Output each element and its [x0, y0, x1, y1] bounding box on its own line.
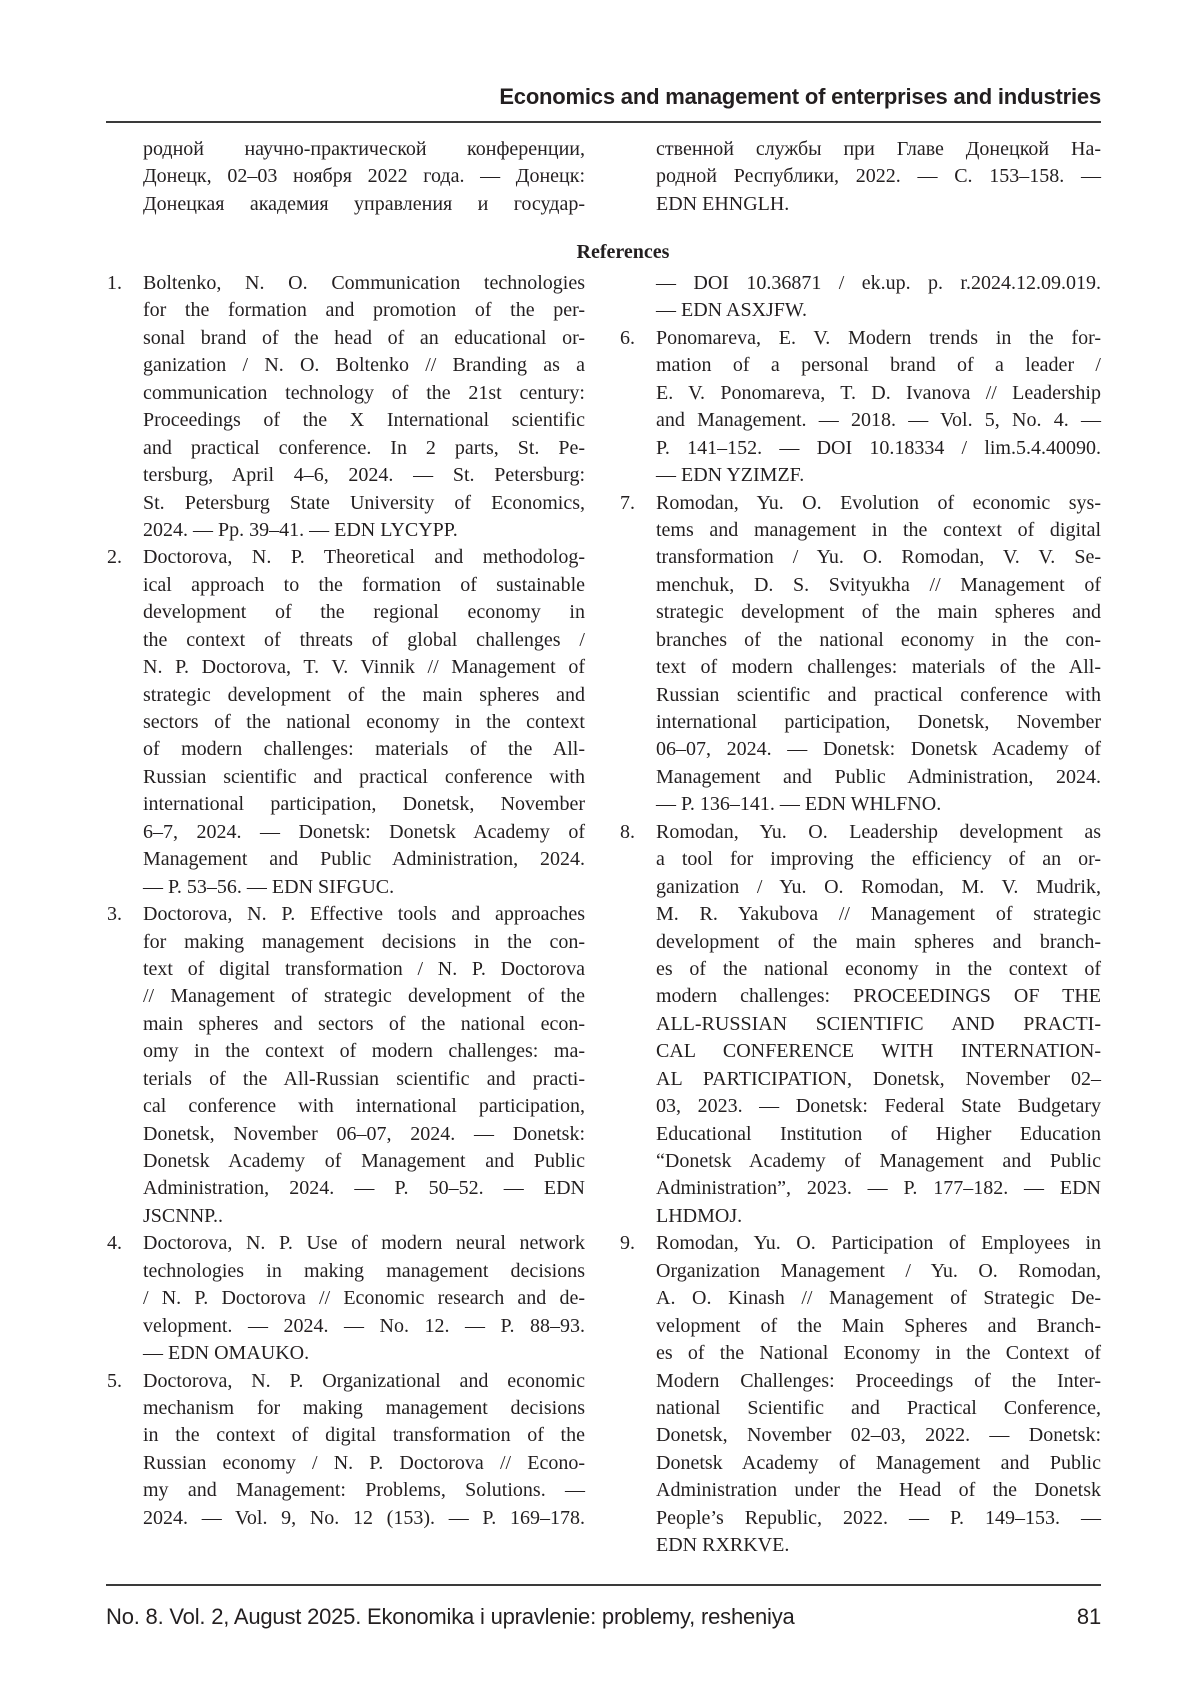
text-line: Organization Management / Yu. O. Romodan, [656, 1258, 1101, 1285]
reference-item [143, 270, 585, 544]
text-line: and practical conference. In 2 parts, St. Pe- [143, 435, 585, 462]
reference-item [656, 1230, 1101, 1559]
text-line: development of the main spheres and branch- [656, 929, 1101, 956]
reference-number: 8. [620, 819, 635, 846]
text-line: strategic development of the main spheres and [143, 682, 585, 709]
reference-number: 6. [620, 325, 635, 352]
text-line: A. O. Kinash // Management of Strategic De- [656, 1285, 1101, 1312]
text-line: cal conference with international participation, [143, 1093, 585, 1120]
text-line: AL PARTICIPATION, Donetsk, November 02– [656, 1066, 1101, 1093]
reference-item [143, 544, 585, 901]
reference-number: 7. [620, 490, 635, 517]
text-line: tersburg, April 4–6, 2024. — St. Petersburg: [143, 462, 585, 489]
carryover-text-left [143, 136, 585, 218]
text-line: N. P. Doctorova, T. V. Vinnik // Management of [143, 654, 585, 681]
text-line: 03, 2023. — Donetsk: Federal State Budgetary [656, 1093, 1101, 1120]
text-line: international participation, Donetsk, November [656, 709, 1101, 736]
text-line: communication technology of the 21st century: [143, 380, 585, 407]
text-line: Donetsk Academy of Management and Public [656, 1450, 1101, 1477]
text-line: JSCNNP.. [143, 1203, 585, 1230]
text-line: text of modern challenges: materials of the All- [656, 654, 1101, 681]
text-line: Administration under the Head of the Donetsk [656, 1477, 1101, 1504]
text-line: strategic development of the main spheres and [656, 599, 1101, 626]
references-heading: References [0, 241, 1200, 264]
reference-number: 9. [620, 1230, 635, 1257]
text-line: tems and management in the context of digital [656, 517, 1101, 544]
text-line: Administration, 2024. — P. 50–52. — EDN [143, 1175, 585, 1202]
text-line: ALL-RUSSIAN SCIENTIFIC AND PRACTI- [656, 1011, 1101, 1038]
text-line: — EDN YZIMZF. [656, 462, 1101, 489]
text-line: omy in the context of modern challenges: ma- [143, 1038, 585, 1065]
text-line: sonal brand of the head of an educational or- [143, 325, 585, 352]
text-line: // Management of strategic development of the [143, 983, 585, 1010]
text-line: Doctorova, N. P. Use of modern neural network [143, 1230, 585, 1257]
text-line: transformation / Yu. O. Romodan, V. V. Se- [656, 544, 1101, 571]
references-column-right [656, 270, 1101, 1560]
carryover-text-right [656, 136, 1101, 218]
reference-number: 5. [107, 1368, 122, 1395]
text-line: — P. 53–56. — EDN SIFGUC. [143, 874, 585, 901]
text-line: mation of a personal brand of a leader / [656, 352, 1101, 379]
reference-number: 4. [107, 1230, 122, 1257]
text-line: text of digital transformation / N. P. Doctorova [143, 956, 585, 983]
text-line: People’s Republic, 2022. — P. 149–153. — [656, 1505, 1101, 1532]
text-line: Donetsk Academy of Management and Public [143, 1148, 585, 1175]
text-line: es of the National Economy in the Context of [656, 1340, 1101, 1367]
running-head-title: Economics and management of enterprises and industries [499, 84, 1101, 110]
text-line: родной научно-практической конференции, [143, 136, 585, 163]
reference-item [143, 1230, 585, 1367]
text-line: 6–7, 2024. — Donetsk: Donetsk Academy of [143, 819, 585, 846]
text-line: terials of the All-Russian scientific and practi- [143, 1066, 585, 1093]
reference-number: 3. [107, 901, 122, 928]
text-line: / N. P. Doctorova // Economic research and de- [143, 1285, 585, 1312]
text-line: in the context of digital transformation of the [143, 1422, 585, 1449]
text-line: Proceedings of the X International scientific [143, 407, 585, 434]
text-line: Romodan, Yu. O. Leadership development as [656, 819, 1101, 846]
page-number: 81 [1077, 1604, 1101, 1630]
text-line: national Scientific and Practical Conference, [656, 1395, 1101, 1422]
header-rule [106, 121, 1101, 123]
text-line: — EDN ASXJFW. [656, 297, 1101, 324]
references-column-left [143, 270, 585, 1532]
text-line: P. 141–152. — DOI 10.18334 / lim.5.4.40090. [656, 435, 1101, 462]
text-line: Educational Institution of Higher Education [656, 1121, 1101, 1148]
text-line: Boltenko, N. O. Communication technologies [143, 270, 585, 297]
text-line: sectors of the national economy in the context [143, 709, 585, 736]
reference-item [656, 325, 1101, 490]
text-line: for making management decisions in the con- [143, 929, 585, 956]
footer-journal-info: No. 8. Vol. 2, August 2025. Ekonomika i upravlenie: problemy, resheniya [106, 1604, 795, 1630]
reference-item [143, 1368, 585, 1533]
text-line: main spheres and sectors of the national econ- [143, 1011, 585, 1038]
text-line: development of the regional economy in [143, 599, 585, 626]
text-line: es of the national economy in the context of [656, 956, 1101, 983]
text-line: M. R. Yakubova // Management of strategic [656, 901, 1101, 928]
text-line: mechanism for making management decisions [143, 1395, 585, 1422]
text-line: EDN EHNGLH. [656, 191, 1101, 218]
text-line: Doctorova, N. P. Theoretical and methodolog- [143, 544, 585, 571]
text-line: 2024. — Pp. 39–41. — EDN LYCYPP. [143, 517, 585, 544]
text-line: ganization / Yu. O. Romodan, M. V. Mudrik, [656, 874, 1101, 901]
text-line: EDN RXRKVE. [656, 1532, 1101, 1559]
reference-number: 1. [107, 270, 122, 297]
text-line: and Management. — 2018. — Vol. 5, No. 4. — [656, 407, 1101, 434]
text-line: Administration”, 2023. — P. 177–182. — EDN [656, 1175, 1101, 1202]
text-line: menchuk, D. S. Svityukha // Management of [656, 572, 1101, 599]
text-line: — DOI 10.36871 / ek.up. p. r.2024.12.09.019. [656, 270, 1101, 297]
text-line: Донецк, 02–03 ноября 2022 года. — Донецк: [143, 163, 585, 190]
reference-item [656, 819, 1101, 1231]
text-line: Ponomareva, E. V. Modern trends in the for- [656, 325, 1101, 352]
text-line: Management and Public Administration, 2024. [656, 764, 1101, 791]
text-line: E. V. Ponomareva, T. D. Ivanova // Leadership [656, 380, 1101, 407]
text-line: Donetsk, November 06–07, 2024. — Donetsk: [143, 1121, 585, 1148]
text-line: Romodan, Yu. O. Participation of Employees in [656, 1230, 1101, 1257]
text-line: Doctorova, N. P. Effective tools and approaches [143, 901, 585, 928]
text-line: St. Petersburg State University of Economics, [143, 490, 585, 517]
text-line: my and Management: Problems, Solutions. — [143, 1477, 585, 1504]
text-line: — EDN OMAUKO. [143, 1340, 585, 1367]
text-line: a tool for improving the efficiency of an or- [656, 846, 1101, 873]
footer-rule [106, 1584, 1101, 1586]
text-line: Russian scientific and practical conference with [656, 682, 1101, 709]
text-line: LHDMOJ. [656, 1203, 1101, 1230]
reference-item [656, 490, 1101, 819]
text-line: Romodan, Yu. O. Evolution of economic sys- [656, 490, 1101, 517]
text-line: Doctorova, N. P. Organizational and economic [143, 1368, 585, 1395]
text-line: of modern challenges: materials of the All- [143, 736, 585, 763]
text-line: velopment. — 2024. — No. 12. — P. 88–93. [143, 1313, 585, 1340]
text-line: 2024. — Vol. 9, No. 12 (153). — P. 169–178. [143, 1505, 585, 1532]
text-line: Донецкая академия управления и государ- [143, 191, 585, 218]
text-line: Russian scientific and practical conference with [143, 764, 585, 791]
text-line: ical approach to the formation of sustainable [143, 572, 585, 599]
text-line: modern challenges: PROCEEDINGS OF THE [656, 983, 1101, 1010]
reference-item [656, 270, 1101, 325]
text-line: ственной службы при Главе Донецкой На- [656, 136, 1101, 163]
text-line: Management and Public Administration, 2024. [143, 846, 585, 873]
text-line: technologies in making management decisions [143, 1258, 585, 1285]
text-line: — P. 136–141. — EDN WHLFNO. [656, 791, 1101, 818]
text-line: 06–07, 2024. — Donetsk: Donetsk Academy of [656, 736, 1101, 763]
text-line: родной Республики, 2022. — С. 153–158. — [656, 163, 1101, 190]
text-line: ganization / N. O. Boltenko // Branding as a [143, 352, 585, 379]
text-line: for the formation and promotion of the per- [143, 297, 585, 324]
text-line: Donetsk, November 02–03, 2022. — Donetsk: [656, 1422, 1101, 1449]
reference-number: 2. [107, 544, 122, 571]
text-line: velopment of the Main Spheres and Branch- [656, 1313, 1101, 1340]
text-line: international participation, Donetsk, November [143, 791, 585, 818]
text-line: Modern Challenges: Proceedings of the Inter- [656, 1368, 1101, 1395]
reference-item [143, 901, 585, 1230]
text-line: branches of the national economy in the con- [656, 627, 1101, 654]
text-line: “Donetsk Academy of Management and Public [656, 1148, 1101, 1175]
text-line: CAL CONFERENCE WITH INTERNATION- [656, 1038, 1101, 1065]
text-line: the context of threats of global challenges / [143, 627, 585, 654]
text-line: Russian economy / N. P. Doctorova // Econo- [143, 1450, 585, 1477]
